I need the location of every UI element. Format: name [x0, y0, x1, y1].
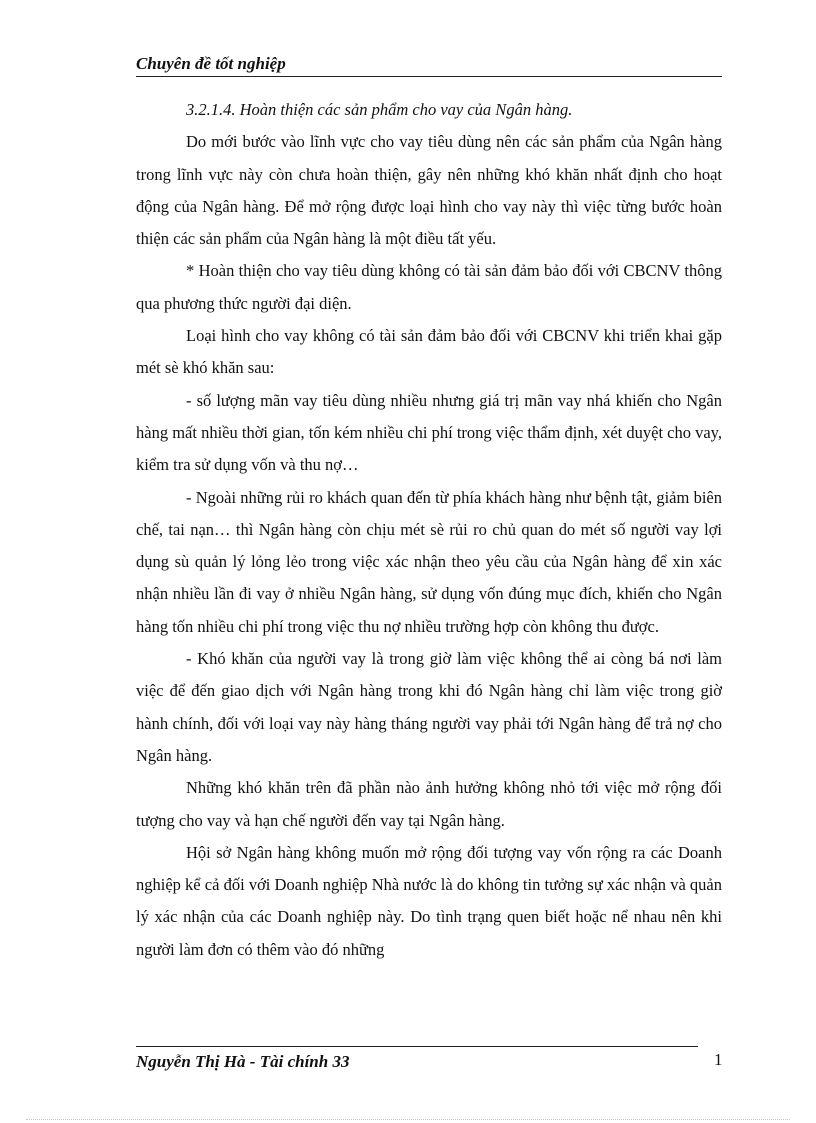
page-bottom-edge: [26, 1119, 790, 1120]
paragraph-3: Loại hình cho vay không có tài sản đảm bảo đối với CBCNV khi triển khai gặp mét sè khó khăn sau:: [136, 326, 722, 378]
page-number: 1: [714, 1050, 723, 1069]
paragraph-4: - số lượng mãn vay tiêu dùng nhiều nhưng giá trị mãn vay nhá khiến cho Ngân hàng mất nhiều thời gian, tốn kém nhiều chi phí trong việc thẩm định, xét duyệt cho vay, kiểm tra sử dụng vốn và thu nợ…: [136, 390, 722, 475]
header-title: Chuyên đề tốt nghiệp: [136, 54, 286, 73]
footer-author: Nguyễn Thị Hà - Tài chính 33: [136, 1052, 350, 1071]
paragraph-8: Hội sở Ngân hàng không muốn mở rộng đối tượng vay vốn rộng ra các Doanh nghiệp kể cả đối với Doanh nghiệp Nhà nước là do không tin tưởng sự xác nhận và quản lý xác nhận của các Doanh nghiệp này. Do tình trạng quen biết hoặc nể nhau nên khi người làm đơn có thêm vào đó những: [136, 842, 722, 959]
document-body: [136, 94, 722, 966]
section-heading: 3.2.1.4. Hoàn thiện các sản phẩm cho vay của Ngân hàng.: [186, 100, 573, 119]
paragraph-2: * Hoàn thiện cho vay tiêu dùng không có tài sản đảm bảo đối với CBCNV thông qua phương thức người đại diện.: [136, 261, 722, 313]
paragraph-1: Do mới bước vào lĩnh vực cho vay tiêu dùng nên các sản phẩm của Ngân hàng trong lĩnh vực này còn chưa hoàn thiện, gây nên những khó khăn nhất định cho hoạt động của Ngân hàng. Để mở rộng được loại hình cho vay này thì việc từng bước hoàn thiện các sản phẩm của Ngân hàng là một điều tất yếu.: [136, 132, 722, 249]
paragraph-7: Những khó khăn trên đã phần nào ảnh hưởng không nhỏ tới việc mở rộng đối tượng cho vay và hạn chế người đến vay tại Ngân hàng.: [136, 778, 722, 830]
paragraph-5: - Ngoài những rủi ro khách quan đến từ phía khách hàng như bệnh tật, giảm biên chế, tai nạn… thì Ngân hàng còn chịu mét sè rủi ro chủ quan do mét số người vay lợi dụng sù quản lý lỏng lẻo trong việc xác nhận theo yêu cầu của Ngân hàng để xin xác nhận nhiều lần đi vay ở nhiều Ngân hàng, sử dụng vốn đúng mục đích, khiến cho Ngân hàng tốn nhiều chi phí trong việc thu nợ nhiều trường hợp còn không thu được.: [136, 487, 722, 636]
page-header: [136, 52, 722, 77]
footer-divider: [136, 1046, 698, 1047]
paragraph-6: - Khó khăn của người vay là trong giờ làm việc không thể ai còng bá nơi làm việc để đến giao dịch với Ngân hàng trong khi đó Ngân hàng chỉ làm việc trong giờ hành chính, đối với loại vay này hàng tháng người vay phải tới Ngân hàng để trả nợ cho Ngân hàng.: [136, 649, 722, 765]
